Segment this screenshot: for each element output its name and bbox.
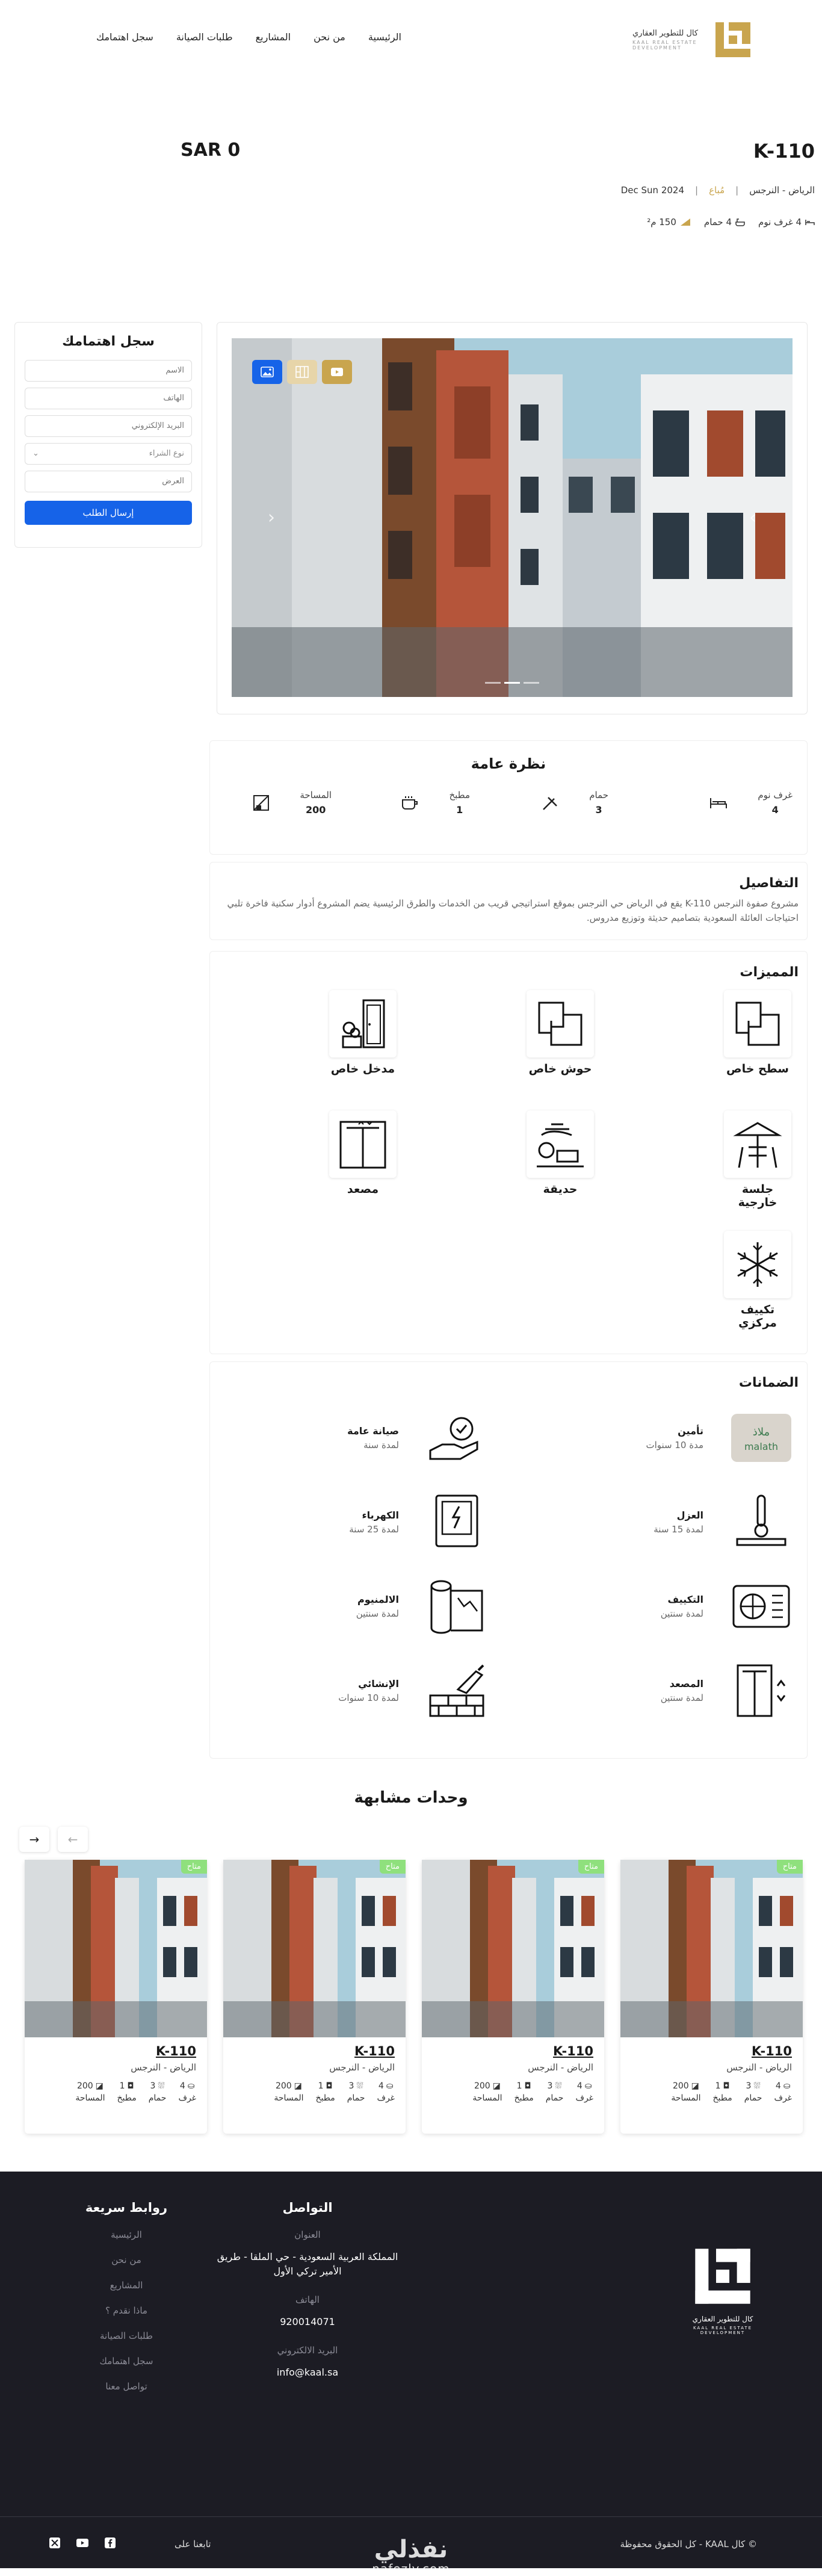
floor-plan-icon: [724, 990, 791, 1057]
building-photo: [232, 338, 793, 697]
overview-baths-label: حمام: [589, 790, 608, 800]
quick-links-title: روابط سريعة: [85, 2200, 168, 2215]
footer-link-home[interactable]: الرئيسية: [111, 2229, 142, 2240]
purchase-type-select[interactable]: [25, 443, 192, 465]
building-photo: [223, 1860, 406, 2037]
feature-private-yard: [524, 990, 596, 1076]
address-label: العنوان: [294, 2229, 321, 2240]
submit-button[interactable]: إرسال الطلب: [25, 501, 192, 525]
spec-rooms-label: غرف: [575, 2093, 593, 2103]
spec-area: [75, 2081, 105, 2103]
electric-panel-icon: [425, 1491, 488, 1553]
gallery-dot[interactable]: [485, 682, 501, 684]
overview-area-label: المساحة: [300, 790, 332, 800]
similar-unit-card[interactable]: [223, 1860, 406, 2134]
nav-item-maintenance[interactable]: طلبات الصيانة: [176, 31, 233, 43]
spec-baths: [347, 2081, 365, 2103]
area-icon: ◪: [492, 2081, 501, 2091]
logo-mark-icon: [713, 20, 753, 60]
svg-text:malath: malath: [744, 1441, 779, 1452]
similar-unit-card[interactable]: [620, 1860, 803, 2134]
elevator-icon: [329, 1110, 397, 1178]
unit-thumbnail[interactable]: [422, 1860, 604, 2037]
area-icon: ◪: [294, 2081, 302, 2091]
spec-kitchen-label: مطبخ: [514, 2093, 534, 2103]
guarantee-structural: [338, 1659, 488, 1722]
spec-baths-value: 3: [547, 2081, 553, 2091]
aluminum-roll-icon: [425, 1575, 488, 1638]
overview-kitchen-value: 1: [456, 804, 463, 816]
unit-price: SAR 0: [181, 140, 241, 161]
building-photo: [25, 1860, 207, 2037]
feature-label: مصعد: [347, 1183, 379, 1196]
spec-rooms: [575, 2081, 593, 2103]
spec-rooms-value: 4: [378, 2081, 384, 2091]
guarantee-label: تأمين: [678, 1425, 703, 1437]
guarantee-elevator: [661, 1659, 793, 1722]
kitchen-icon: ◘: [524, 2081, 531, 2091]
shower-icon: ⛆: [753, 2081, 761, 2091]
email-input[interactable]: [25, 415, 192, 437]
availability-badge: متاح: [578, 1860, 604, 1874]
building-photo: [422, 1860, 604, 2037]
logo-mark-icon: [691, 2245, 754, 2308]
similar-unit-card[interactable]: [422, 1860, 604, 2134]
gallery-image[interactable]: [232, 338, 793, 697]
unit-specs: [75, 2081, 196, 2103]
offer-input[interactable]: [25, 471, 192, 492]
unit-location: الرياض - النرجس: [528, 2062, 593, 2073]
spec-area-value: 200: [275, 2081, 292, 2091]
spec-baths: [546, 2081, 564, 2103]
unit-specs: [472, 2081, 593, 2103]
social-links: [48, 2536, 117, 2550]
guarantee-label: صيانة عامة: [347, 1425, 399, 1437]
name-input[interactable]: [25, 360, 192, 382]
shower-icon: ⛆: [555, 2081, 562, 2091]
feature-private-entrance: [327, 990, 399, 1076]
footer-contact: [208, 2200, 407, 2395]
unit-thumbnail[interactable]: [620, 1860, 803, 2037]
nafezly-watermark: [372, 2537, 450, 2576]
overview-rooms-label: غرف نوم: [758, 790, 793, 800]
form-title: سجل اهتمامك: [62, 334, 155, 349]
availability-badge: متاح: [777, 1860, 803, 1874]
unit-name[interactable]: K-110: [553, 2044, 593, 2058]
overview-area: [253, 788, 332, 818]
guarantee-duration: لمدة سنتين: [356, 1608, 399, 1619]
guarantee-label: الإنشائي: [358, 1677, 399, 1689]
spec-baths-value: 3: [746, 2081, 752, 2091]
area-icon: [253, 794, 270, 811]
spec-kitchen: [515, 2081, 534, 2103]
brick-trowel-icon: [425, 1659, 488, 1722]
guarantee-duration: لمدة سنة: [363, 1439, 399, 1451]
spec-rooms-label: غرف: [377, 2093, 395, 2103]
bed-icon: ⛀: [187, 2081, 195, 2091]
feature-label: مدخل خاص: [330, 1062, 395, 1076]
spec-rooms: [178, 2081, 196, 2103]
floor-plan-icon: [527, 990, 594, 1057]
spec-area: [671, 2081, 700, 2103]
features-title: المميزات: [740, 965, 799, 980]
guarantee-duration: لمدة سنتين: [660, 1608, 703, 1619]
unit-location: الرياض - النرجس: [131, 2062, 196, 2073]
overview-area-value: 200: [305, 804, 326, 816]
feature-garden: [524, 1110, 596, 1196]
unit-title: K-110: [753, 140, 815, 163]
spec-rooms-value: 4: [576, 2081, 583, 2091]
kitchen-icon: [401, 795, 419, 811]
meta-separator: |: [735, 185, 739, 196]
guarantee-label: المصعد: [669, 1677, 703, 1689]
logo-name-ar: كال للتطوير العقاري: [632, 29, 699, 38]
feature-private-roof: [722, 990, 794, 1076]
guarantee-label: الكهرباء: [362, 1509, 399, 1521]
features-card: [209, 951, 808, 1354]
elevator-icon: [730, 1659, 793, 1722]
contact-title: التواصل: [282, 2200, 333, 2215]
gallery-prev-arrow[interactable]: ‹: [268, 507, 275, 528]
guarantee-duration: لمدة 10 سنوات: [338, 1692, 399, 1703]
spec-baths-label: حمام: [545, 2093, 564, 2103]
availability-badge: متاح: [380, 1860, 406, 1874]
spec-area: [472, 2081, 502, 2103]
feature-label: تكييف مركزي: [738, 1303, 777, 1330]
overview-baths: [541, 788, 608, 818]
thermometer-icon: [730, 1491, 793, 1553]
phone-value[interactable]: 920014071: [280, 2316, 335, 2327]
purchase-type-value: نوع الشراء: [149, 449, 184, 458]
area-icon: ◪: [691, 2081, 699, 2091]
spec-area: [274, 2081, 303, 2103]
similar-prev-button[interactable]: ←: [58, 1827, 88, 1852]
unit-thumbnail[interactable]: [25, 1860, 207, 2037]
shower-icon: [541, 795, 559, 811]
unit-specs: [274, 2081, 395, 2103]
email-label: البريد الالكتروني: [277, 2345, 338, 2356]
nav-item-about[interactable]: من نحن: [314, 31, 345, 43]
footer-divider: [0, 2516, 822, 2517]
video-icon[interactable]: [322, 360, 352, 384]
kitchen-icon: ◘: [127, 2081, 134, 2091]
spec-rooms-label: غرف: [774, 2093, 792, 2103]
spec-kitchen-value: 1: [318, 2081, 324, 2091]
meta-separator: |: [695, 185, 699, 196]
area-icon: ◪: [95, 2081, 104, 2091]
spec-rooms: [377, 2081, 395, 2103]
spec-kitchen: [117, 2081, 137, 2103]
guarantees-card: [209, 1361, 808, 1759]
details-text: مشروع صفوة النرجس K-110 يقع في الرياض حي النرجس بموقع استراتيجي قريب من الخدمات والطرق الرئيسية يضم المشروع أدوار سكنية فاخرة تلبي احتياجات العائلة السعودية بتصاميم حديثة وتوزيع مدروس.: [227, 898, 799, 923]
feature-label: جلسة خارجية: [738, 1183, 777, 1209]
door-icon: [329, 990, 397, 1057]
unit-location: الرياض - النرجس: [749, 185, 815, 196]
spec-baths-label: حمام: [148, 2093, 167, 2103]
gallery-next-arrow[interactable]: ›: [749, 507, 756, 528]
footer-link-contact[interactable]: تواصل معنا: [105, 2381, 147, 2392]
similar-unit-card[interactable]: [25, 1860, 207, 2134]
footer-link-projects[interactable]: المشاريع: [110, 2280, 143, 2291]
unit-specs: [671, 2081, 792, 2103]
gallery-card: [217, 322, 808, 714]
building-photo: [620, 1860, 803, 2037]
spec-kitchen-label: مطبخ: [315, 2093, 335, 2103]
spec-area-label: المساحة: [671, 2093, 701, 2103]
overview-kitchen: [401, 788, 470, 818]
unit-status: مُباع: [709, 185, 725, 196]
facebook-icon[interactable]: [104, 2536, 117, 2550]
x-twitter-icon[interactable]: [48, 2536, 61, 2550]
similar-units-title: وحدات مشابهة: [354, 1789, 468, 1807]
bed-icon: [709, 796, 728, 810]
overview-kitchen-label: مطبخ: [449, 790, 470, 800]
overview-rooms: [709, 788, 793, 818]
feature-central-ac: [722, 1231, 794, 1330]
ac-unit-icon: [730, 1575, 793, 1638]
gallery-mode-buttons: [252, 360, 352, 384]
image-icon[interactable]: [252, 360, 282, 384]
gallery-dot[interactable]: [504, 682, 520, 684]
overview-title: نظرة عامة: [471, 755, 546, 772]
ruler-icon: [680, 218, 691, 226]
spec-area: [647, 217, 691, 228]
feature-label: حديقة: [543, 1183, 578, 1196]
footer-link-about[interactable]: من نحن: [111, 2255, 141, 2265]
overview-rooms-value: 4: [771, 804, 779, 816]
guarantees-title: الضمانات: [738, 1375, 799, 1390]
bed-icon: ⛀: [584, 2081, 592, 2091]
spec-baths-label: حمام: [347, 2093, 365, 2103]
spec-rooms: [774, 2081, 792, 2103]
spec-baths: [744, 2081, 762, 2103]
spec-area-text: 150 م²: [647, 217, 676, 228]
guarantee-label: الالمنيوم: [357, 1593, 399, 1605]
main-nav: [96, 31, 401, 43]
bed-icon: [805, 218, 815, 226]
address-value: المملكة العربية السعودية - حي الملقا - طريق الأمير تركي الأول: [217, 2251, 398, 2277]
bath-icon: [735, 218, 745, 226]
copyright-text: © كال KAAL - كل الحقوق محفوظة: [620, 2539, 757, 2550]
spec-area-label: المساحة: [472, 2093, 502, 2103]
footer-link-interest[interactable]: سجل اهتمامك: [99, 2356, 153, 2367]
malath-logo-icon: [730, 1407, 793, 1469]
watermark-en: nafezly.com: [372, 2562, 450, 2576]
footer-logo-name-ar: كال للتطوير العقاري: [692, 2315, 753, 2323]
youtube-icon[interactable]: [76, 2536, 89, 2550]
site-logo[interactable]: [632, 18, 753, 61]
spec-baths-value: 3: [150, 2081, 156, 2091]
shower-icon: ⛆: [158, 2081, 165, 2091]
logo-name-en: KAAL REAL ESTATE DEVELOPMENT: [632, 40, 697, 51]
garden-icon: [527, 1110, 594, 1178]
email-value[interactable]: info@kaal.sa: [276, 2367, 339, 2378]
guarantee-duration: لمدة 15 سنة: [654, 1523, 703, 1535]
unit-specs: [647, 217, 815, 228]
unit-thumbnail[interactable]: [223, 1860, 406, 2037]
guarantee-duration: لمدة سنتين: [660, 1692, 703, 1703]
spec-area-value: 200: [76, 2081, 93, 2091]
overview-card: [209, 740, 808, 855]
feature-elevator: [327, 1110, 399, 1196]
kitchen-icon: ◘: [326, 2081, 333, 2091]
guarantee-duration: مدة 10 سنوات: [646, 1439, 703, 1451]
nav-item-projects[interactable]: المشاريع: [255, 31, 291, 43]
feature-outdoor-seating: [722, 1110, 794, 1209]
bed-icon: ⛀: [783, 2081, 791, 2091]
spec-rooms: [758, 217, 815, 228]
guarantee-insulation: [654, 1491, 793, 1553]
gear-hand-icon: [425, 1407, 488, 1469]
details-card: [209, 862, 808, 940]
spec-kitchen-value: 1: [715, 2081, 721, 2091]
spec-rooms-value: 4: [179, 2081, 185, 2091]
spec-rooms-label: غرف: [178, 2093, 196, 2103]
spec-kitchen-value: 1: [119, 2081, 125, 2091]
similar-next-button[interactable]: →: [19, 1827, 49, 1852]
footer-link-services[interactable]: ماذا نقدم ؟: [105, 2305, 147, 2316]
svg-text:ملاذ: ملاذ: [752, 1426, 770, 1438]
chevron-down-icon: ⌄: [32, 449, 39, 458]
spec-area-value: 200: [672, 2081, 689, 2091]
spec-area-value: 200: [474, 2081, 490, 2091]
guarantee-maintenance: [347, 1407, 488, 1469]
spec-area-label: المساحة: [75, 2093, 105, 2103]
kitchen-icon: ◘: [723, 2081, 730, 2091]
spec-baths-text: 4 حمام: [703, 217, 732, 228]
interest-form: [14, 322, 202, 548]
spec-rooms-value: 4: [775, 2081, 781, 2091]
feature-label: حوش خاص: [528, 1062, 592, 1076]
guarantee-label: العزل: [676, 1509, 703, 1521]
spec-baths-value: 3: [348, 2081, 354, 2091]
spec-area-label: المساحة: [274, 2093, 304, 2103]
nav-item-home[interactable]: الرئيسية: [368, 31, 401, 43]
overview-baths-value: 3: [595, 804, 602, 816]
shower-icon: ⛆: [356, 2081, 363, 2091]
site-header: [0, 0, 822, 81]
footer-link-maintenance[interactable]: طلبات الصيانة: [100, 2330, 153, 2341]
gallery-dots: [485, 682, 539, 684]
footer-quick-links: [66, 2200, 187, 2406]
spec-kitchen: [316, 2081, 335, 2103]
spec-rooms-text: 4 غرف نوم: [758, 217, 802, 228]
unit-date: Dec Sun 2024: [620, 185, 684, 196]
unit-name[interactable]: K-110: [156, 2044, 196, 2058]
details-title: التفاصيل: [739, 876, 799, 891]
availability-badge: متاح: [181, 1860, 207, 1874]
site-footer: [0, 2172, 822, 2576]
spec-baths-label: حمام: [744, 2093, 762, 2103]
spec-baths: [149, 2081, 167, 2103]
footer-logo[interactable]: [690, 2245, 756, 2335]
spec-kitchen: [713, 2081, 732, 2103]
spec-kitchen-label: مطبخ: [712, 2093, 732, 2103]
spec-kitchen-value: 1: [516, 2081, 522, 2091]
unit-name[interactable]: K-110: [752, 2044, 792, 2058]
guarantee-electricity: [349, 1491, 488, 1553]
unit-location: الرياض - النرجس: [726, 2062, 792, 2073]
guarantee-aluminum: [356, 1575, 488, 1638]
phone-label: الهاتف: [295, 2294, 320, 2305]
watermark-ar: نفذلي: [374, 2536, 448, 2563]
guarantee-insurance: [646, 1407, 793, 1469]
unit-location: الرياض - النرجس: [329, 2062, 395, 2073]
snowflake-icon: [724, 1231, 791, 1298]
floorplan-icon[interactable]: [287, 360, 317, 384]
bed-icon: ⛀: [386, 2081, 394, 2091]
feature-label: سطح خاص: [726, 1062, 789, 1076]
logo-text: [632, 29, 705, 51]
unit-meta: [621, 185, 815, 196]
spec-kitchen-label: مطبخ: [117, 2093, 137, 2103]
patio-umbrella-icon: [724, 1110, 791, 1178]
follow-us-text: تابعنا على: [175, 2539, 211, 2550]
guarantee-duration: لمدة 25 سنة: [349, 1523, 399, 1535]
unit-name[interactable]: K-110: [354, 2044, 395, 2058]
nav-item-interest[interactable]: سجل اهتمامك: [96, 31, 153, 43]
guarantee-label: التكييف: [667, 1593, 703, 1605]
phone-input[interactable]: [25, 388, 192, 409]
footer-logo-name-en: KAAL REAL ESTATE DEVELOPMENT: [693, 2326, 753, 2335]
spec-baths: [704, 217, 745, 228]
gallery-dot[interactable]: [524, 682, 539, 684]
guarantee-ac: [661, 1575, 793, 1638]
